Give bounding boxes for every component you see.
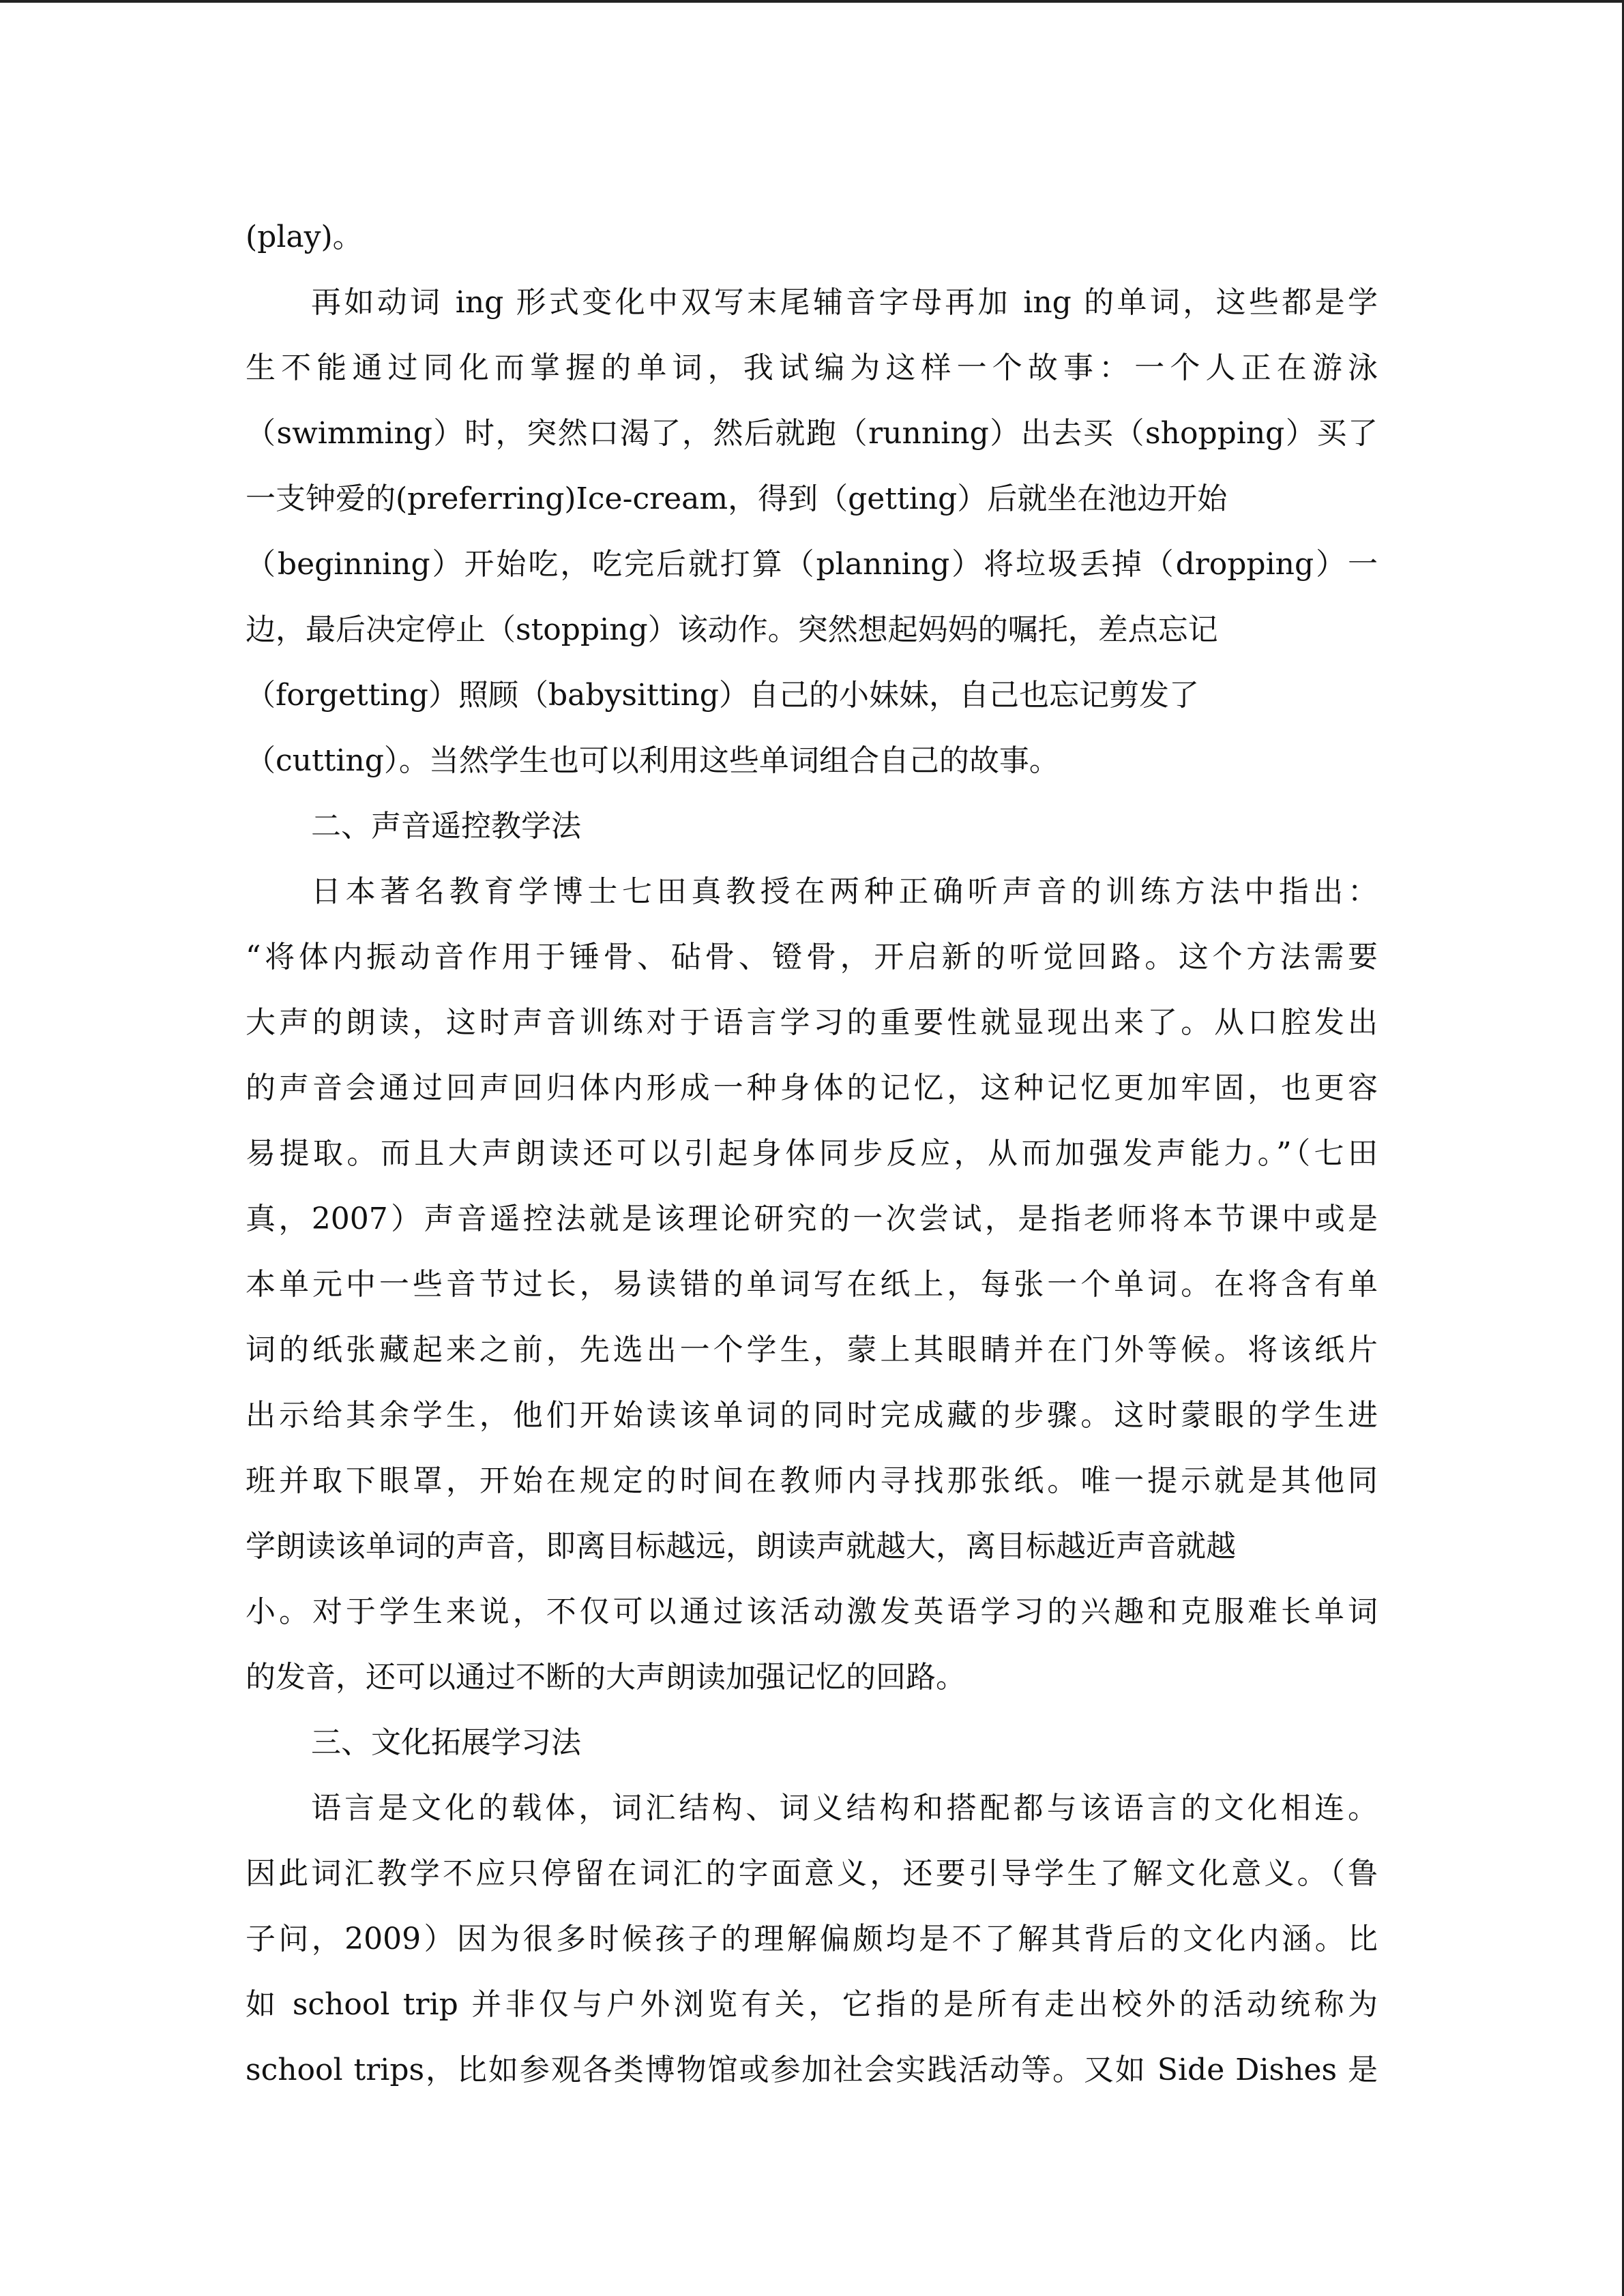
text-line: 边，最后决定停止（stopping）该动作。突然想起妈妈的嘱托，差点忘记 (246, 612, 1218, 647)
section-heading: 三、文化拓展学习法 (311, 1725, 581, 1760)
text-line: 生不能通过同化而掌握的单词，我试编为这样一个故事：一个人正在游泳 (246, 351, 1378, 385)
text-line: “将体内振动音作用于锤骨、砧骨、镫骨，开启新的听觉回路。这个方法需要 (246, 940, 1378, 974)
text-line: (play)。 (246, 220, 363, 254)
text-line: 因此词汇教学不应只停留在词汇的字面意义，还要引导学生了解文化意义。（鲁 (246, 1856, 1378, 1891)
text-line: 日本著名教育学博士七田真教授在两种正确听声音的训练方法中指出： (311, 874, 1378, 909)
text-line: 的声音会通过回声回归体内形成一种身体的记忆，这种记忆更加牢固，也更容 (246, 1071, 1378, 1105)
text-line: 小。对于学生来说，不仅可以通过该活动激发英语学习的兴趣和克服难长单词 (246, 1594, 1378, 1629)
text-line: 语言是文化的载体，词汇结构、词义结构和搭配都与该语言的文化相连。 (311, 1791, 1378, 1825)
text-line: 本单元中一些音节过长，易读错的单词写在纸上，每张一个单词。在将含有单 (246, 1267, 1378, 1302)
text-line: 易提取。而且大声朗读还可以引起身体同步反应，从而加强发声能力。”（七田 (246, 1136, 1378, 1171)
text-line: （beginning）开始吃，吃完后就打算（planning）将垃圾丢掉（dropping）一 (246, 547, 1378, 582)
text-line: 如 school trip 并非仅与户外浏览有关，它指的是所有走出校外的活动统称为 (246, 1987, 1378, 2022)
text-line: 大声的朗读，这时声音训练对于语言学习的重要性就显现出来了。从口腔发出 (246, 1005, 1378, 1040)
document-page (246, 205, 1378, 2103)
text-line: （swimming）时，突然口渴了，然后就跑（running）出去买（shopping）买了 (246, 416, 1378, 451)
text-line: 词的纸张藏起来之前，先选出一个学生，蒙上其眼睛并在门外等候。将该纸片 (246, 1332, 1378, 1367)
text-line: 真，2007）声音遥控法就是该理论研究的一次尝试，是指老师将本节课中或是 (246, 1202, 1378, 1236)
text-line: 的发音，还可以通过不断的大声朗读加强记忆的回路。 (246, 1660, 966, 1695)
section-heading: 二、声音遥控教学法 (311, 809, 581, 844)
text-line: 再如动词 ing 形式变化中双写末尾辅音字母再加 ing 的单词，这些都是学 (311, 285, 1378, 320)
text-line: （cutting）。当然学生也可以利用这些单词组合自己的故事。 (246, 743, 1059, 778)
text-line: school trips，比如参观各类博物馆或参加社会实践活动等。又如 Side Dishes 是 (246, 2053, 1378, 2087)
text-line: 班并取下眼罩，开始在规定的时间在教师内寻找那张纸。唯一提示就是其他同 (246, 1463, 1378, 1498)
text-line: 出示给其余学生，他们开始读该单词的同时完成藏的步骤。这时蒙眼的学生进 (246, 1398, 1378, 1433)
text-line: 子问，2009）因为很多时候孩子的理解偏颇均是不了解其背后的文化内涵。比 (246, 1922, 1378, 1956)
text-line: 一支钟爱的(preferring)Ice-cream，得到（getting）后就坐在池边开始 (246, 481, 1228, 516)
text-line: （forgetting）照顾（babysitting）自己的小妹妹，自己也忘记剪发了 (246, 678, 1199, 713)
page-top-border (0, 0, 1624, 3)
text-line: 学朗读该单词的声音，即离目标越远，朗读声就越大，离目标越近声音就越 (246, 1529, 1236, 1564)
